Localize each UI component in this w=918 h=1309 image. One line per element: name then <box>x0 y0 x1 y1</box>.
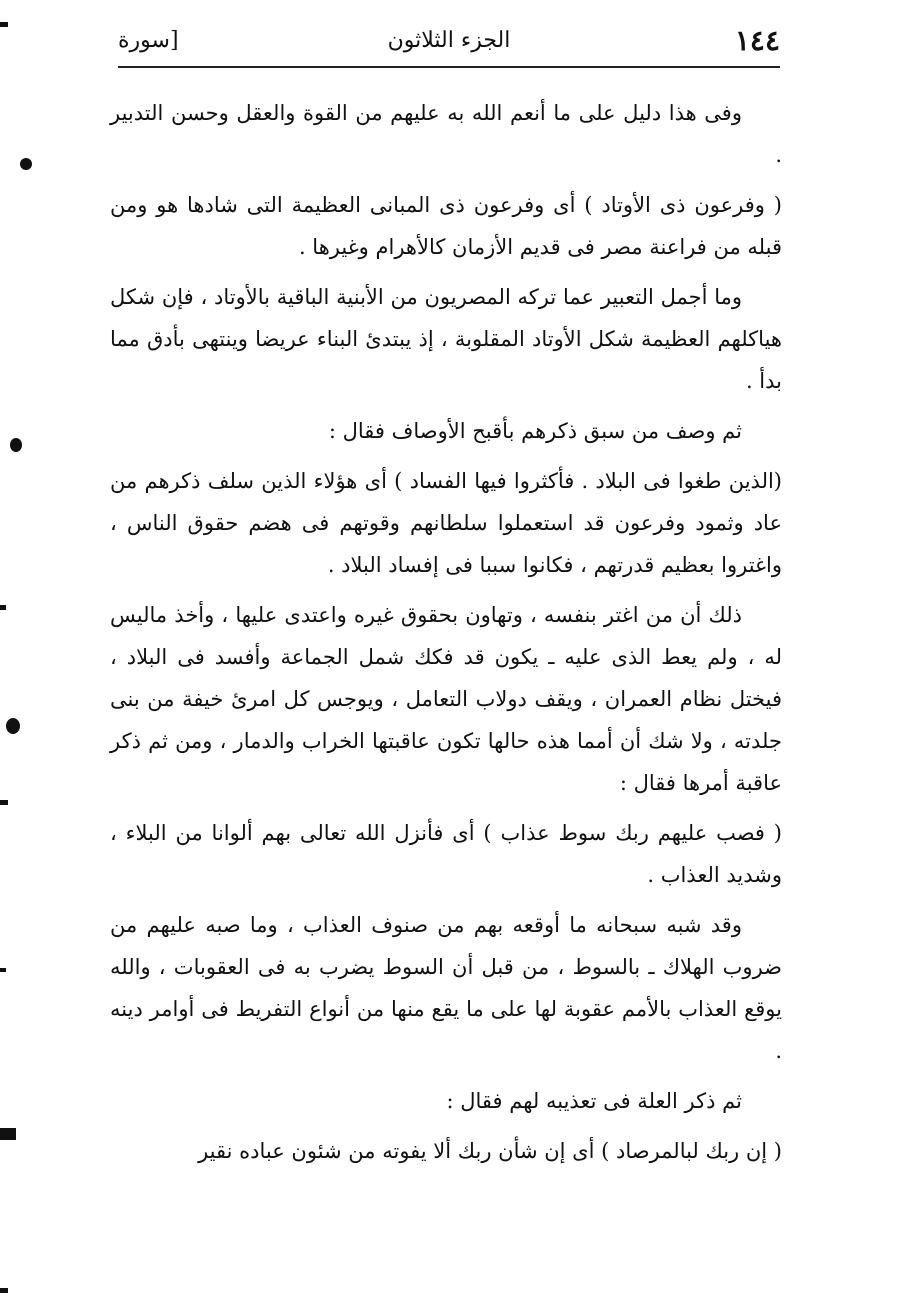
paragraph: ( وفرعون ذى الأوتاد ) أى وفرعون ذى المبانى العظيمة التى شادها هو ومن قبله من فراعنة مصر فى قديم الأزمان كالأهرام وغيرها . <box>110 193 782 259</box>
page-header <box>118 18 780 68</box>
scan-mark <box>20 158 32 170</box>
paragraph: ( فصب عليهم ربك سوط عذاب ) أى فأنزل الله تعالى بهم ألوانا من البلاء ، وشديد العذاب . <box>110 821 782 887</box>
scan-mark <box>10 438 22 452</box>
scan-mark <box>0 22 8 27</box>
paragraph: ( إن ربك لبالمرصاد ) أى إن شأن ربك ألا يفوته من شئون عباده نقير <box>198 1139 782 1163</box>
scan-mark <box>0 800 8 805</box>
scan-mark <box>0 605 6 610</box>
paragraph: ثم وصف من سبق ذكرهم بأقبح الأوصاف فقال : <box>328 419 742 443</box>
page-number: ١٤٤ <box>734 24 780 57</box>
scan-mark <box>0 968 6 972</box>
sura-label: [سورة <box>118 28 179 53</box>
running-title: الجزء الثلاثون <box>387 28 511 53</box>
header-rule <box>118 66 780 68</box>
body-text <box>110 92 782 1180</box>
paragraph: ثم ذكر العلة فى تعذيبه لهم فقال : <box>446 1089 742 1113</box>
paragraph: وقد شبه سبحانه ما أوقعه بهم من صنوف العذاب ، وما صبه عليهم من ضروب الهلاك ـ بالسوط ، من قبل أن السوط يضرب به فى العقوبات ، والله يوقع العذاب بالأمم عقوبة لها على ما يقع منها من أنواع التفريط فى أوامر دينه . <box>110 913 782 1063</box>
paragraph: ذلك أن من اغتر بنفسه ، وتهاون بحقوق غيره واعتدى عليها ، وأخذ ماليس له ، ولم يعط الذى عليه ـ يكون قد فكك شمل الجماعة وأفسد فى البلاد ، فيختل نظام العمران ، ويقف دولاب التعامل ، ويوجس كل امرئ خيفة من بنى جلدته ، ولا شك أن أمما هذه حالها تكون عاقبتها الخراب والدمار ، ومن ثم ذكر عاقبة أمرها فقال : <box>110 603 782 795</box>
paragraph: وفى هذا دليل على ما أنعم الله به عليهم من القوة والعقل وحسن التدبير . <box>110 101 782 167</box>
scan-mark <box>0 1288 8 1293</box>
scan-mark <box>0 1128 16 1140</box>
scan-mark <box>6 718 20 734</box>
paragraph: وما أجمل التعبير عما تركه المصريون من الأبنية الباقية بالأوتاد ، فإن شكل هياكلهم العظيمة شكل الأوتاد المقلوبة ، إذ يبتدئ البناء عريضا وينتهى بأدق مما بدأ . <box>110 285 782 393</box>
paragraph: (الذين طغوا فى البلاد . فأكثروا فيها الفساد ) أى هؤلاء الذين سلف ذكرهم من عاد وثمود وفرعون قد استعملوا سلطانهم وقوتهم فى هضم حقوق الناس ، واغتروا بعظيم قدرتهم ، فكانوا سببا فى إفساد البلاد . <box>110 469 782 577</box>
